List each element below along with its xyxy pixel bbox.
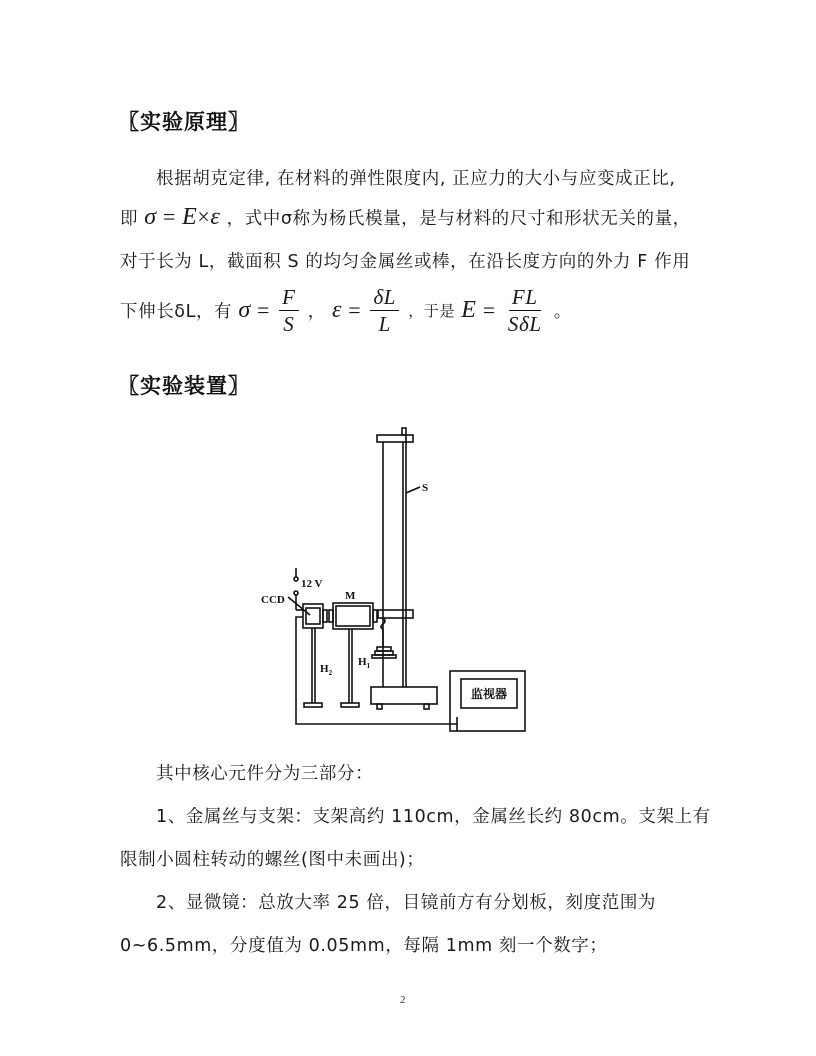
principle-para-line-3: 对于长为 L，截面积 S 的均匀金属丝或棒，在沿长度方向的外力 F 作用 — [120, 252, 691, 272]
fraction-modulus — [505, 286, 545, 335]
modulus-symbol: E — [182, 204, 198, 230]
page-number: 2 — [400, 994, 406, 1006]
text-suffix: ，式中σ称为杨氏模量，是与材料的尺寸和形状无关的量， — [226, 209, 691, 229]
equals-sign: = — [348, 297, 362, 323]
label-monitor: 监视器 — [470, 687, 508, 701]
section-heading-apparatus: 〖实验装置〗 — [118, 374, 250, 398]
label-voltage: 12 V — [301, 578, 323, 590]
label-holder-1: $H_1$ — [358, 656, 371, 670]
label-wire: S — [422, 482, 429, 494]
apparatus-item-1-line-1: 1、金属丝与支架：支架高约 110cm，金属丝长约 80cm。支架上有 — [156, 807, 711, 827]
apparatus-figure — [240, 425, 540, 735]
sigma-symbol: σ — [144, 204, 157, 230]
apparatus-item-2-line-1: 2、显微镜：总放大率 25 倍，目镜前方有分划板，刻度范围为 — [156, 893, 657, 913]
epsilon-symbol: ε — [210, 204, 221, 230]
apparatus-diagram — [240, 425, 540, 735]
numerator: F — [279, 286, 298, 311]
separator: ，于是 — [408, 302, 456, 321]
formula-hooke — [144, 204, 226, 230]
denominator: L — [378, 312, 391, 337]
fraction-stress — [279, 286, 298, 335]
equals-sign: = — [162, 204, 176, 229]
label-holder-2: $H_2$ — [320, 663, 333, 677]
modulus-symbol: E — [461, 297, 477, 324]
equals-sign: = — [482, 297, 496, 323]
sigma-symbol: σ — [238, 297, 251, 324]
period: 。 — [553, 302, 572, 323]
label-microscope: M — [345, 590, 356, 602]
top-plate — [377, 435, 413, 442]
text-prefix: 即 — [120, 209, 139, 229]
epsilon-symbol: ε — [332, 297, 343, 324]
denominator: SδL — [507, 312, 542, 337]
separator: ， — [307, 302, 326, 323]
apparatus-item-1-line-2: 限制小圆柱转动的螺丝(图中未画出)； — [120, 850, 425, 870]
equals-sign: = — [256, 297, 270, 323]
apparatus-intro: 其中核心元件分为三部分： — [156, 764, 374, 784]
section-heading-principle: 〖实验原理〗 — [118, 110, 250, 134]
numerator: FL — [509, 286, 541, 311]
principle-para-line-4 — [120, 286, 700, 335]
principle-para-line-1: 根据胡克定律, 在材料的弹性限度内, 正应力的大小与应变成正比, — [156, 169, 676, 189]
numerator: δL — [370, 286, 399, 311]
label-ccd: CCD — [261, 594, 285, 606]
apparatus-item-2-line-2: 0~6.5mm，分度值为 0.05mm，每隔 1mm 刻一个数字； — [120, 936, 608, 956]
fraction-strain — [370, 286, 399, 335]
text-prefix: 下伸长δL，有 — [120, 302, 233, 323]
principle-para-line-2 — [120, 204, 700, 231]
denominator: S — [283, 312, 295, 337]
times-sign: × — [197, 204, 211, 229]
